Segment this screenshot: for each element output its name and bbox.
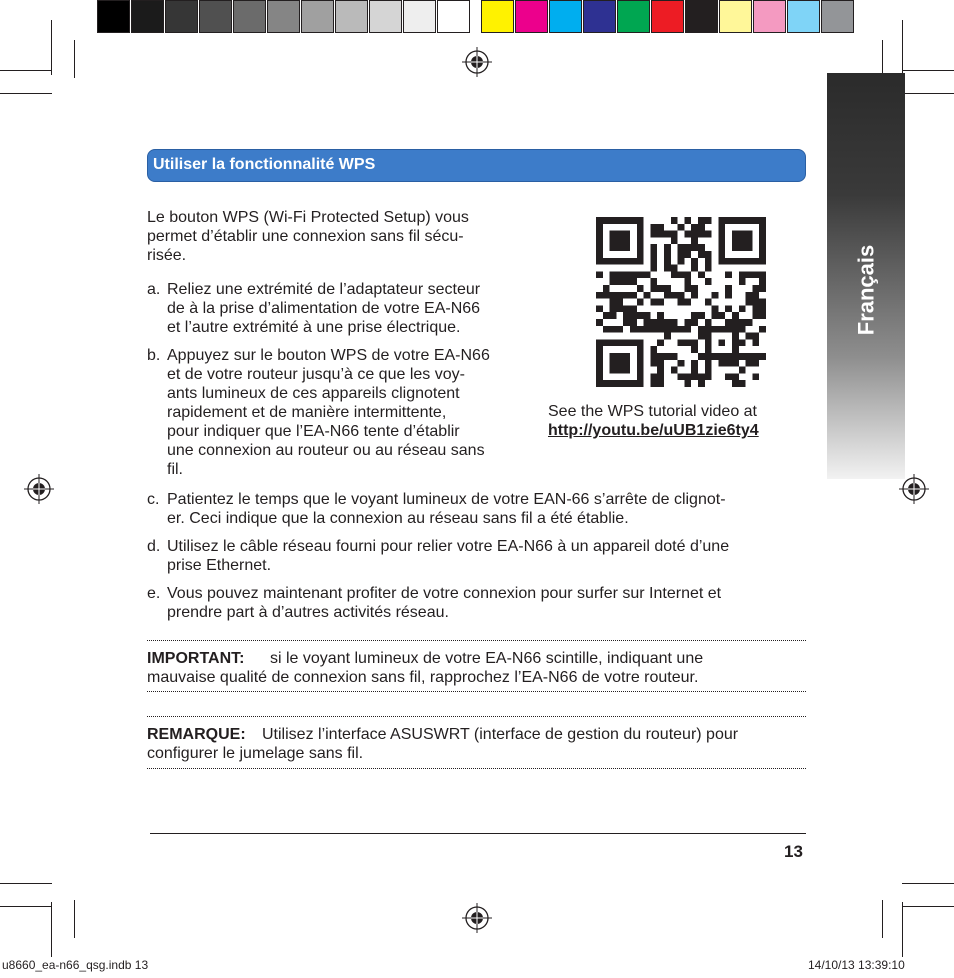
color-swatch	[301, 0, 334, 33]
print-slug-timestamp: 14/10/13 13:39:10	[808, 958, 905, 972]
step-line: prise Ethernet.	[167, 557, 272, 574]
section-heading-bar	[147, 149, 806, 182]
note-label: REMARQUE:	[147, 726, 246, 743]
crop-mark	[74, 900, 75, 938]
step-marker: b.	[147, 347, 161, 364]
qr-code-icon	[596, 217, 766, 387]
language-tab-label-wrap	[828, 230, 904, 350]
crop-mark	[902, 70, 954, 71]
crop-mark	[902, 20, 903, 75]
color-swatch	[549, 0, 582, 33]
step-marker: a.	[147, 281, 161, 298]
step-marker: d.	[147, 538, 161, 555]
video-caption: See the WPS tutorial video at	[548, 403, 757, 420]
step-marker: e.	[147, 585, 161, 602]
dotted-divider	[147, 768, 806, 769]
step-line: Appuyez sur le bouton WPS de votre EA-N66	[167, 347, 490, 364]
step-line: et de votre routeur jusqu’à ce que les voy-	[167, 366, 465, 383]
step-line: prendre part à d’autres activités réseau.	[167, 604, 449, 621]
section-heading: Utiliser la fonctionnalité WPS	[153, 156, 376, 173]
color-swatch	[199, 0, 232, 33]
color-swatch	[267, 0, 300, 33]
step-line: de à la prise d’alimentation de votre EA-N66	[167, 300, 481, 317]
color-swatch-bar	[481, 0, 854, 34]
step-marker: c.	[147, 491, 160, 508]
color-swatch	[787, 0, 820, 33]
color-swatch	[403, 0, 436, 33]
crop-mark	[882, 900, 883, 938]
crop-mark	[0, 883, 52, 884]
dotted-divider	[147, 640, 806, 641]
color-swatch	[821, 0, 854, 33]
intro-line: permet d’établir une connexion sans fil sécu-	[147, 228, 464, 245]
color-swatch	[165, 0, 198, 33]
dotted-divider	[147, 716, 806, 717]
dotted-divider	[147, 691, 806, 692]
video-link[interactable]: http://youtu.be/uUB1zie6ty4	[548, 422, 759, 439]
color-swatch	[369, 0, 402, 33]
step-line: Patientez le temps que le voyant lumineux de votre EAN-66 s’arrête de clignot-	[167, 491, 726, 508]
color-swatch	[335, 0, 368, 33]
crop-mark	[51, 902, 52, 957]
step-line: ants lumineux de ces appareils clignotent	[167, 385, 460, 402]
step-line: fil.	[167, 461, 183, 478]
step-line: rapidement et de manière intermittente,	[167, 404, 447, 421]
important-text: si le voyant lumineux de votre EA-N66 scintille, indiquant une	[270, 650, 704, 667]
language-tab-label: Français	[853, 244, 878, 336]
color-swatch	[583, 0, 616, 33]
registration-mark-icon	[462, 47, 492, 77]
step-line: Reliez une extrémité de l’adaptateur secteur	[167, 281, 481, 298]
step-line: Utilisez le câble réseau fourni pour relier votre EA-N66 à un appareil doté d’une	[167, 538, 730, 555]
color-swatch	[437, 0, 470, 33]
step-line: Vous pouvez maintenant profiter de votre connexion pour surfer sur Internet et	[167, 585, 722, 602]
important-label: IMPORTANT:	[147, 650, 245, 667]
registration-mark-icon	[462, 903, 492, 933]
intro-line: risée.	[147, 247, 187, 264]
page-number: 13	[784, 842, 803, 861]
crop-mark	[0, 93, 52, 94]
crop-mark	[902, 902, 903, 957]
step-line: pour indiquer que l’EA-N66 tente d’établir	[167, 423, 460, 440]
color-swatch	[651, 0, 684, 33]
crop-mark	[51, 20, 52, 75]
step-line: une connexion au routeur ou au réseau sans	[167, 442, 485, 459]
crop-mark	[902, 906, 954, 907]
note-text: Utilisez l’interface ASUSWRT (interface de gestion du routeur) pour	[262, 726, 739, 743]
step-line: et l’autre extrémité à une prise électrique.	[167, 319, 461, 336]
color-swatch	[97, 0, 130, 33]
color-swatch	[131, 0, 164, 33]
color-swatch	[753, 0, 786, 33]
crop-mark	[902, 883, 954, 884]
crop-mark	[74, 40, 75, 78]
important-text: mauvaise qualité de connexion sans fil, rapprochez l’EA-N66 de votre routeur.	[147, 669, 699, 686]
color-swatch	[233, 0, 266, 33]
color-swatch	[617, 0, 650, 33]
gray-swatch-bar	[97, 0, 470, 34]
color-swatch	[719, 0, 752, 33]
crop-mark	[902, 93, 954, 94]
note-text: configurer le jumelage sans fil.	[147, 745, 364, 762]
intro-line: Le bouton WPS (Wi-Fi Protected Setup) vous	[147, 209, 469, 226]
color-swatch	[685, 0, 718, 33]
registration-mark-icon	[24, 474, 54, 504]
footer-rule	[150, 833, 806, 834]
print-slug-file: u8660_ea-n66_qsg.indb 13	[2, 958, 149, 972]
color-swatch	[481, 0, 514, 33]
step-line: er. Ceci indique que la connexion au réseau sans fil a été établie.	[167, 510, 629, 527]
crop-mark	[0, 906, 52, 907]
color-swatch	[515, 0, 548, 33]
crop-mark	[0, 70, 52, 71]
